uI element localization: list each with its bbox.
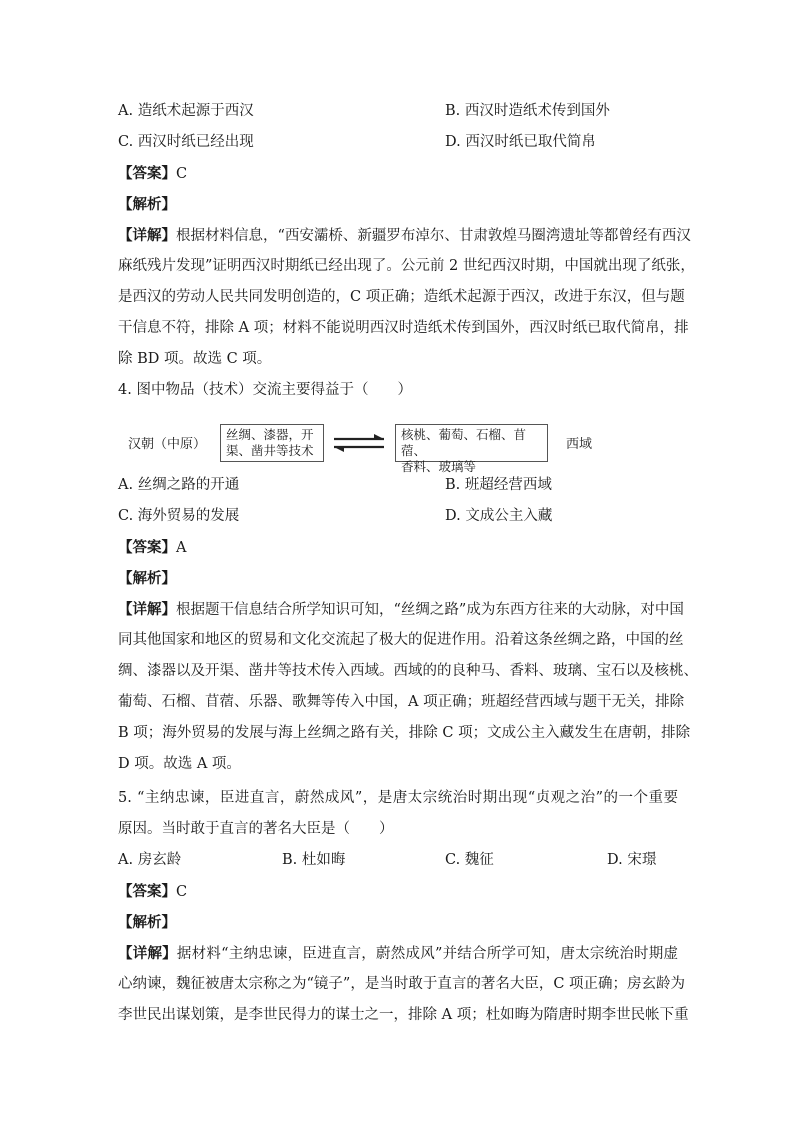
detail-label: 【详解】	[118, 227, 176, 244]
diagram-left-label: 汉朝（中原）	[128, 437, 207, 452]
detail-text: 根据题干信息结合所学知识可知，“丝绸之路”成为东西方往来的大动脉，对中国	[176, 602, 684, 618]
left-box-line-2: 渠、凿井等技术	[226, 443, 314, 458]
q3-answer	[118, 158, 678, 190]
right-box-line-2: 香料、玻璃等	[401, 459, 477, 474]
q4-stem: 4. 图中物品（技术）交流主要得益于（ ）	[118, 382, 412, 398]
q4-detail-line-4: 葡萄、石榴、苜蓿、乐器、歌舞等传入中国，A 项正确；班超经营西域与题干无关，排除	[118, 694, 685, 710]
q3-detail-line-3: 是西汉的劳动人民共同发明创造的，C 项正确；造纸术起源于西汉，改进于东汉，但与题	[118, 289, 685, 305]
q5-detail-line-3: 李世民出谋划策，是李世民得力的谋士之一，排除 A 项；杜如晦为隋唐时期李世民帐下重	[118, 1007, 689, 1023]
answer-value: C	[176, 166, 188, 182]
left-box-line-1: 丝绸、漆器，开	[226, 427, 314, 442]
q5-analysis-label: 【解析】	[118, 914, 176, 931]
q5-option-d: D. 宋璟	[607, 852, 657, 868]
diagram-left-box	[220, 424, 324, 462]
detail-label: 【详解】	[118, 601, 176, 618]
q4-option-b: B. 班超经营西域	[445, 477, 552, 493]
q5-detail-line-2: 心纳谏，魏征被唐太宗称之为“镜子”，是当时敢于直言的著名大臣，C 项正确；房玄龄为	[118, 976, 686, 992]
q3-detail-line-5: 除 BD 项。故选 C 项。	[118, 351, 272, 367]
q5-detail-line-1	[118, 938, 678, 970]
q4-answer	[118, 532, 678, 564]
q5-stem-line-2: 原因。当时敢于直言的著名大臣是（ ）	[118, 821, 394, 837]
exchange-arrows-icon	[330, 432, 388, 454]
q3-analysis-label: 【解析】	[118, 196, 176, 213]
answer-value: C	[176, 884, 188, 900]
exchange-diagram	[118, 422, 678, 474]
q5-option-a: A. 房玄龄	[118, 852, 182, 868]
q3-detail-line-1	[118, 220, 691, 252]
q5-option-c: C. 魏征	[445, 852, 494, 868]
answer-value: A	[176, 540, 187, 556]
q4-option-c: C. 海外贸易的发展	[118, 508, 240, 524]
diagram-right-label: 西域	[566, 437, 593, 452]
detail-label: 【详解】	[118, 945, 177, 962]
q4-detail-line-3: 绸、漆器以及开渠、凿井等技术传入西域。西域的的良种马、香料、玻璃、宝石以及核桃、	[118, 663, 698, 679]
q4-detail-line-6: D 项。故选 A 项。	[118, 756, 241, 772]
answer-label: 【答案】	[118, 883, 176, 900]
diagram-right-box	[395, 424, 548, 474]
q4-option-d: D. 文成公主入藏	[445, 508, 553, 524]
q3-detail-line-4: 干信息不符，排除 A 项；材料不能说明西汉时造纸术传到国外，西汉时纸已取代简帛，排	[118, 320, 689, 336]
right-box-line-1: 核桃、葡萄、石榴、苜蓿、	[401, 427, 527, 458]
answer-label: 【答案】	[118, 539, 176, 556]
q3-option-d: D. 西汉时纸已取代简帛	[445, 134, 596, 150]
q4-detail-line-5: B 项；海外贸易的发展与海上丝绸之路有关，排除 C 项；文成公主入藏发生在唐朝，排除	[118, 725, 691, 741]
q4-detail-line-1	[118, 594, 684, 626]
detail-text: 根据材料信息，“西安灞桥、新疆罗布淖尔、甘肃敦煌马圈湾遗址等都曾经有西汉	[176, 228, 691, 244]
q5-option-b: B. 杜如晦	[282, 852, 346, 868]
q5-stem-line-1: 5. “主纳忠谏，臣进直言，蔚然成风”，是唐太宗统治时期出现“贞观之治”的一个重要	[118, 790, 678, 806]
q4-option-a: A. 丝绸之路的开通	[118, 477, 240, 493]
q3-detail-line-2: 麻纸残片发现”证明西汉时期纸已经出现了。公元前 2 世纪西汉时期，中国就出现了纸张，	[118, 258, 695, 274]
q3-option-a: A. 造纸术起源于西汉	[118, 103, 254, 119]
q5-answer	[118, 876, 678, 908]
q4-analysis-label: 【解析】	[118, 570, 176, 587]
answer-label: 【答案】	[118, 165, 176, 182]
q3-option-b: B. 西汉时造纸术传到国外	[445, 103, 610, 119]
q3-option-c: C. 西汉时纸已经出现	[118, 134, 254, 150]
q4-detail-line-2: 同其他国家和地区的贸易和文化交流起了极大的促进作用。沿着这条丝绸之路，中国的丝	[118, 632, 684, 648]
detail-text: 据材料“主纳忠谏，臣进直言，蔚然成风”并结合所学可知，唐太宗统治时期虚	[176, 946, 679, 962]
